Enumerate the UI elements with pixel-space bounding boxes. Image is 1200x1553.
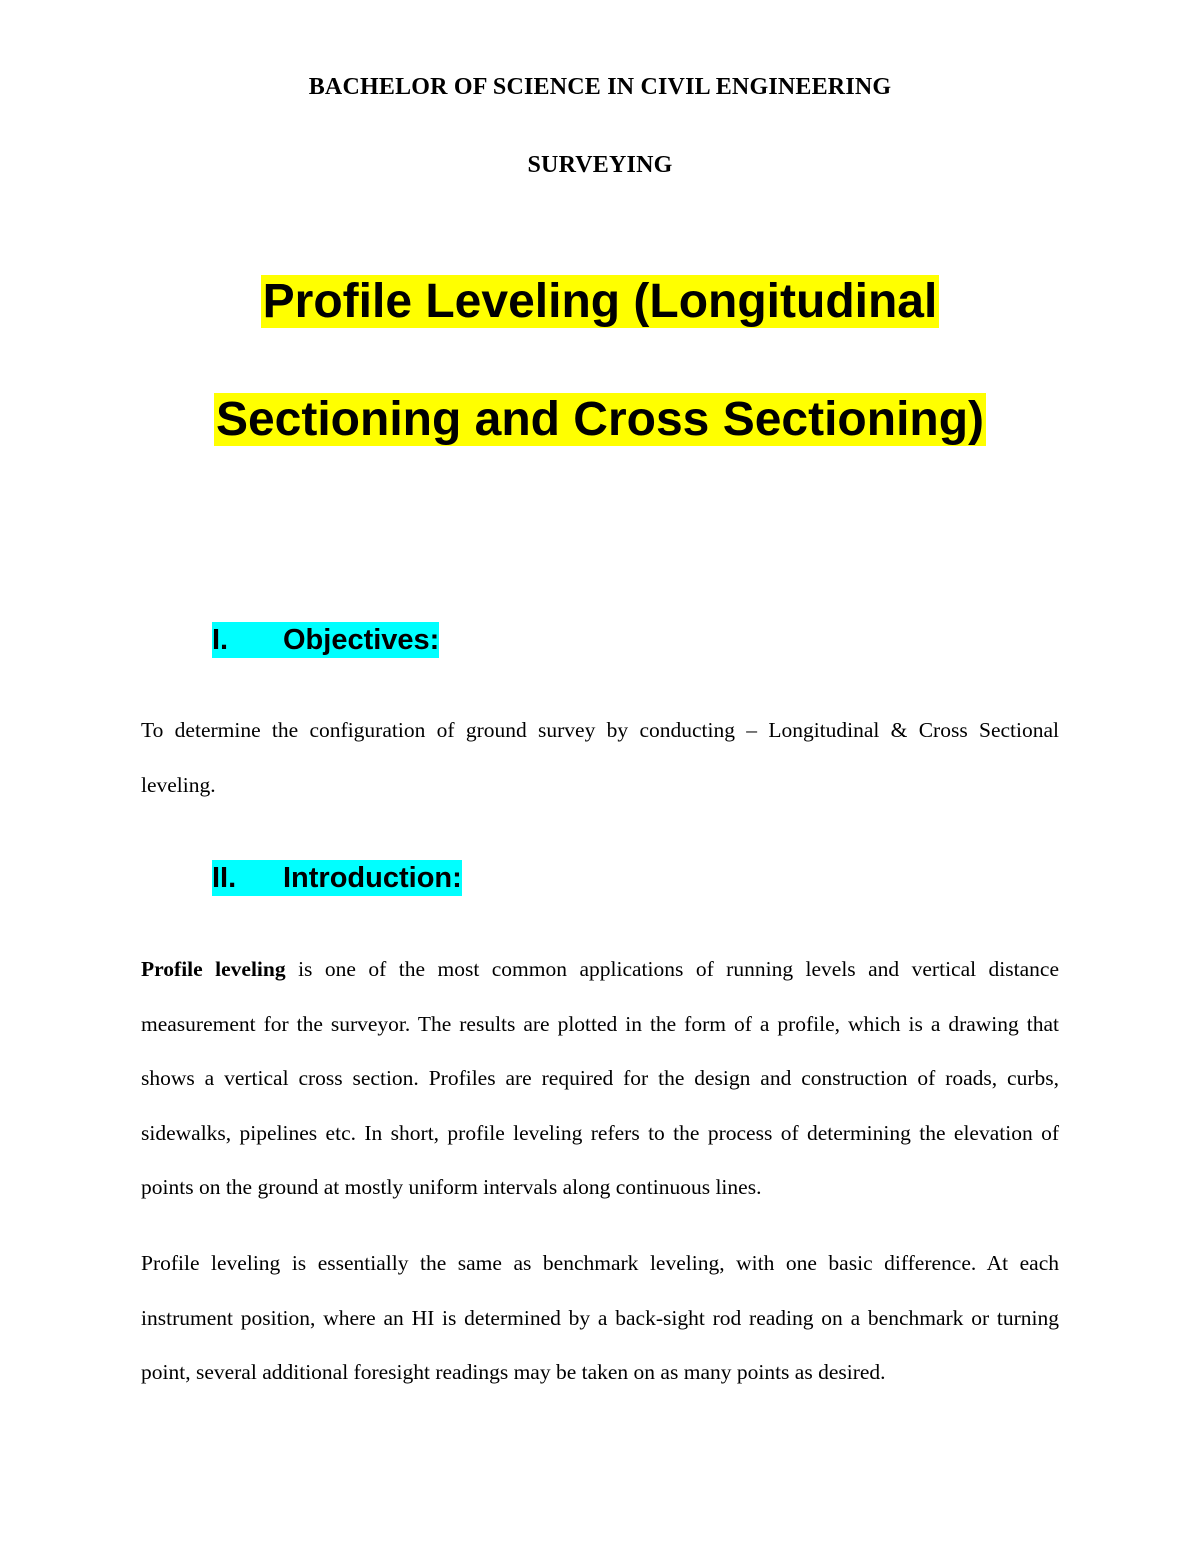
objectives-heading xyxy=(212,622,439,658)
profile-leveling-term: Profile leveling xyxy=(141,957,286,981)
introduction-number: II. xyxy=(212,862,237,894)
introduction-heading xyxy=(212,860,462,896)
introduction-heading-text: Introduction: xyxy=(283,862,462,894)
introduction-paragraph-1-text: is one of the most common applications of running levels and vertical distance measurement for the surveyor. The results are plotted in the form of a profile, which is a drawing that shows a vertical cross section. Profiles are required for the design and construction of roads, curbs, sidewalks, pipelines etc. In short, profile leveling refers to the process of determining the elevation of points on the ground at mostly uniform intervals along continuous lines. xyxy=(141,957,1060,1199)
objectives-heading-text: Objectives: xyxy=(283,624,440,656)
objectives-paragraph: To determine the configuration of ground survey by conducting – Longitudinal & Cross Sectional leveling. xyxy=(141,718,1059,797)
degree-heading: BACHELOR OF SCIENCE IN CIVIL ENGINEERING xyxy=(308,74,892,100)
objectives-number: I. xyxy=(212,624,229,656)
title-line-2 xyxy=(0,390,1200,450)
title-line-1 xyxy=(0,272,1200,332)
title-line-2-text: Sectioning and Cross Sectioning) xyxy=(215,393,985,446)
title-line-1-text: Profile Leveling (Longitudinal xyxy=(262,275,938,328)
introduction-paragraph-2: Profile leveling is essentially the same as benchmark leveling, with one basic difference. At each instrument position, where an HI is determined by a back-sight rod reading on a benchmark or turning point, several additional foresight readings may be taken on as many points as desired. xyxy=(141,1251,1059,1384)
subject-heading: SURVEYING xyxy=(527,152,673,178)
introduction-paragraph-1 xyxy=(141,942,1059,1215)
